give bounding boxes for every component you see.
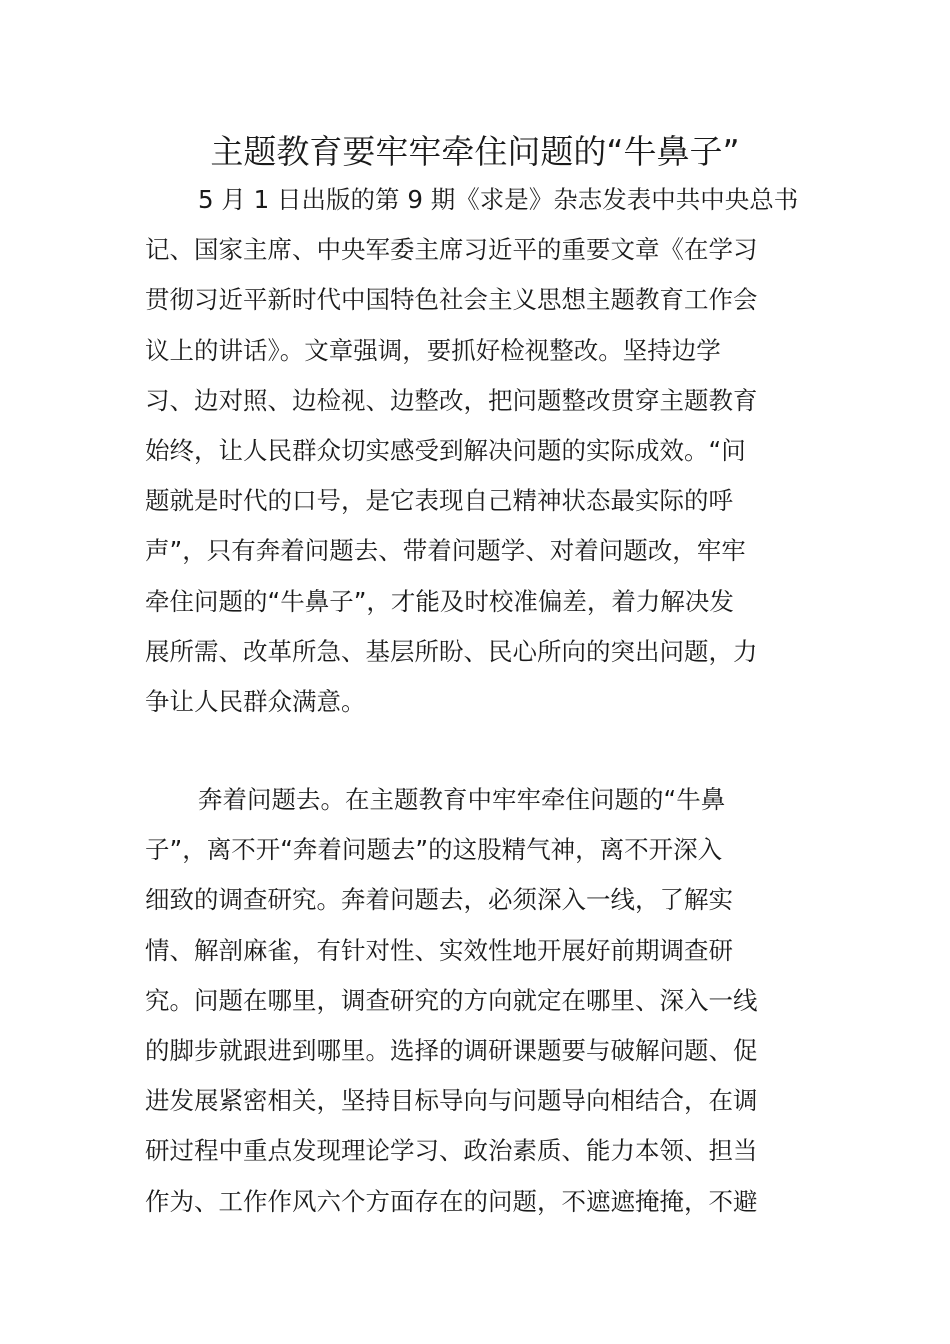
paragraph-line: 贯彻习近平新时代中国特色社会主义思想主题教育工作会 <box>145 285 758 315</box>
paragraph-line: 奔着问题去。在主题教育中牢牢牵住问题的“牛鼻 <box>198 785 726 814</box>
paragraph-line: 进发展紧密相关，坚持目标导向与问题导向相结合，在调 <box>145 1086 758 1116</box>
paragraph-line: 究。问题在哪里，调查研究的方向就定在哪里、深入一线 <box>145 985 758 1015</box>
paragraph-line: 争让人民群众满意。 <box>145 686 366 716</box>
paragraph-line: 子”，离不开“奔着问题去”的这股精气神，离不开深入 <box>145 835 723 865</box>
paragraph-1 <box>145 175 815 727</box>
paragraph-line: 的脚步就跟进到哪里。选择的调研课题要与破解问题、促 <box>145 1035 758 1065</box>
paragraph-line: 习、边对照、边检视、边整改，把问题整改贯穿主题教育 <box>145 385 758 415</box>
paragraph-line: 5 月 1 日出版的第 9 期《求是》杂志发表中共中央总书 <box>198 185 799 214</box>
document-title: 主题教育要牢牢牵住问题的“牛鼻子” <box>210 132 740 171</box>
paragraph-line: 声”，只有奔着问题去、带着问题学、对着问题改，牢牢 <box>145 536 746 566</box>
paragraph-line: 始终，让人民群众切实感受到解决问题的实际成效。“问 <box>145 435 746 465</box>
paragraph-line: 细致的调查研究。奔着问题去，必须深入一线，了解实 <box>145 885 733 915</box>
paragraph-line: 议上的讲话》。文章强调，要抓好检视整改。坚持边学 <box>145 335 721 365</box>
paragraph-line: 研过程中重点发现理论学习、政治素质、能力本领、担当 <box>145 1136 758 1166</box>
paragraph-line: 牵住问题的“牛鼻子”，才能及时校准偏差，着力解决发 <box>145 586 734 616</box>
paragraph-line: 记、国家主席、中央军委主席习近平的重要文章《在学习 <box>145 235 758 265</box>
paragraph-line: 题就是时代的口号，是它表现自己精神状态最实际的呼 <box>145 486 733 516</box>
paragraph-line: 作为、工作作风六个方面存在的问题，不遮遮掩掩，不避 <box>145 1186 758 1216</box>
paragraph-2 <box>145 775 815 1227</box>
paragraph-line: 情、解剖麻雀，有针对性、实效性地开展好前期调查研 <box>145 935 733 965</box>
paragraph-line: 展所需、改革所急、基层所盼、民心所向的突出问题，力 <box>145 636 758 666</box>
